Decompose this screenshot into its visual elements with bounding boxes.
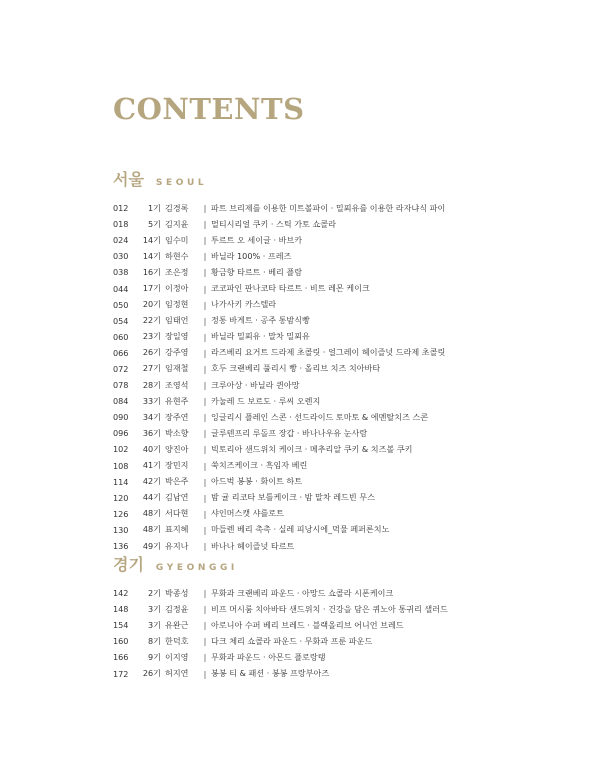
cohort-label: 1기: [148, 202, 161, 213]
cohort-label: 36기: [142, 427, 161, 438]
page-title: CONTENTS: [113, 92, 305, 126]
separator: |: [203, 524, 207, 535]
separator: |: [203, 668, 207, 679]
recipe-titles: 무화과 크랜베리 파운드 · 아망드 쇼콜라 시폰케이크: [211, 587, 394, 598]
cohort-label: 42기: [142, 476, 161, 487]
recipe-titles: 카눌레 드 보르도 · 루씨 오렌지: [211, 395, 321, 406]
toc-entry: [113, 248, 493, 264]
author-name: 유완근: [165, 619, 189, 630]
toc-entry: [113, 425, 493, 441]
page-number: 130: [113, 524, 129, 535]
separator: |: [203, 331, 207, 342]
page-number: 120: [113, 492, 129, 503]
recipe-titles: 쑥치즈케이크 · 흑임자 베린: [211, 460, 308, 471]
toc-entry: [113, 216, 493, 232]
toc-entry: [113, 665, 493, 681]
author-name: 이정아: [165, 283, 189, 294]
page-number: 072: [113, 363, 129, 374]
toc-entry: [113, 393, 493, 409]
author-name: 양진아: [165, 443, 189, 454]
toc-entry: [113, 601, 493, 617]
author-name: 조영석: [165, 379, 189, 390]
recipe-titles: 나가사키 카스텔라: [211, 299, 277, 310]
page-number: 102: [113, 444, 129, 455]
toc-list-seoul: [113, 200, 493, 554]
page-number: 172: [113, 668, 129, 679]
recipe-titles: 투르트 오 세이글 · 바브카: [211, 234, 303, 245]
page-number: 078: [113, 380, 129, 391]
toc-entry: [113, 361, 493, 377]
toc-entry: [113, 232, 493, 248]
author-name: 서다현: [165, 508, 189, 519]
separator: |: [203, 620, 207, 631]
page-number: 054: [113, 315, 129, 326]
cohort-label: 2기: [148, 587, 161, 598]
toc-entry: [113, 506, 493, 522]
separator: |: [203, 541, 207, 552]
author-name: 박소향: [165, 427, 189, 438]
toc-entry: [113, 633, 493, 649]
page-number: 012: [113, 203, 129, 214]
recipe-titles: 바닐라 100% · 프레즈: [211, 250, 292, 261]
cohort-label: 20기: [142, 299, 161, 310]
toc-entry: [113, 649, 493, 665]
toc-entry: [113, 345, 493, 361]
recipe-titles: 멀티시리얼 쿠키 · 스틱 가토 쇼콜라: [211, 218, 336, 229]
page-number: 126: [113, 508, 129, 519]
toc-entry: [113, 280, 493, 296]
author-name: 장일영: [165, 331, 189, 342]
author-name: 김정윤: [165, 603, 189, 614]
separator: |: [203, 604, 207, 615]
author-name: 임재철: [165, 363, 189, 374]
separator: |: [203, 219, 207, 230]
separator: |: [203, 267, 207, 278]
page-number: 090: [113, 412, 129, 423]
page-number: 114: [113, 476, 129, 487]
separator: |: [203, 235, 207, 246]
author-name: 임수미: [165, 234, 189, 245]
page-number: 108: [113, 460, 129, 471]
cohort-label: 17기: [142, 283, 161, 294]
recipe-titles: 라즈베리 요거트 드라제 초콜릿 · 얼그레이 헤이즐넛 드라제 초콜릿: [211, 347, 446, 358]
section-title-english: GYEONGGI: [155, 563, 238, 573]
recipe-titles: 크루아상 · 바닐라 퀸아망: [211, 379, 300, 390]
toc-entry: [113, 441, 493, 457]
author-name: 강주영: [165, 347, 189, 358]
toc-entry: [113, 522, 493, 538]
page-number: 060: [113, 331, 129, 342]
recipe-titles: 코코파인 판나코타 타르트 · 비트 레몬 케이크: [211, 283, 370, 294]
recipe-titles: 샤인머스캣 샤를로트: [211, 508, 284, 519]
cohort-label: 49기: [142, 540, 161, 551]
recipe-titles: 황금향 타르트 · 베리 플람: [211, 266, 303, 277]
author-name: 임정현: [165, 299, 189, 310]
toc-entry: [113, 313, 493, 329]
author-name: 하현수: [165, 250, 189, 261]
cohort-label: 48기: [142, 508, 161, 519]
page-number: 038: [113, 267, 129, 278]
cohort-label: 9기: [148, 651, 161, 662]
author-name: 표지혜: [165, 524, 189, 535]
cohort-label: 44기: [142, 492, 161, 503]
cohort-label: 8기: [148, 635, 161, 646]
toc-entry: [113, 200, 493, 216]
cohort-label: 14기: [142, 234, 161, 245]
author-name: 임태언: [165, 315, 189, 326]
page-number: 142: [113, 588, 129, 599]
author-name: 이지영: [165, 651, 189, 662]
page-number: 160: [113, 636, 129, 647]
cohort-label: 26기: [142, 668, 161, 679]
author-name: 김경록: [165, 202, 189, 213]
recipe-titles: 비프 머시룸 치아바타 샌드위치 · 건강을 담은 퀴노아 통귀리 샐러드: [211, 603, 448, 614]
author-name: 허지연: [165, 668, 189, 679]
separator: |: [203, 444, 207, 455]
toc-entry: [113, 377, 493, 393]
separator: |: [203, 652, 207, 663]
separator: |: [203, 588, 207, 599]
author-name: 장주연: [165, 411, 189, 422]
page-number: 166: [113, 652, 129, 663]
cohort-label: 41기: [142, 460, 161, 471]
toc-entry: [113, 329, 493, 345]
cohort-label: 16기: [142, 266, 161, 277]
toc-entry: [113, 585, 493, 601]
separator: |: [203, 363, 207, 374]
author-name: 한덕호: [165, 635, 189, 646]
author-name: 유지나: [165, 540, 189, 551]
separator: |: [203, 380, 207, 391]
separator: |: [203, 460, 207, 471]
toc-entry: [113, 409, 493, 425]
toc-entry: [113, 458, 493, 474]
toc-entry: [113, 297, 493, 313]
section-title-korean: 서울: [113, 170, 144, 189]
separator: |: [203, 251, 207, 262]
separator: |: [203, 636, 207, 647]
cohort-label: 48기: [142, 524, 161, 535]
recipe-titles: 잉글리시 플레인 스콘 · 선드라이드 토마토 & 에멘탈치즈 스콘: [211, 411, 429, 422]
author-name: 박종성: [165, 587, 189, 598]
cohort-label: 22기: [142, 315, 161, 326]
page-number: 024: [113, 235, 129, 246]
section-heading-seoul: [113, 167, 207, 190]
separator: |: [203, 492, 207, 503]
page-number: 084: [113, 396, 129, 407]
recipe-titles: 무화과 파운드 · 아몬드 플로랑탱: [211, 651, 326, 662]
recipe-titles: 밤 귤 리코타 보틀케이크 · 밤 말차 레드빈 무스: [211, 492, 375, 503]
cohort-label: 33기: [142, 395, 161, 406]
cohort-label: 26기: [142, 347, 161, 358]
page-number: 030: [113, 251, 129, 262]
recipe-titles: 바나나 헤이즐넛 타르트: [211, 540, 295, 551]
cohort-label: 3기: [148, 603, 161, 614]
recipe-titles: 정통 바게트 · 공주 통밤식빵: [211, 315, 310, 326]
recipe-titles: 파트 브리제를 이용한 미트볼파이 · 밀푀유를 이용한 라자냐식 파이: [211, 202, 446, 213]
recipe-titles: 마들렌 베리 촉촉 · 실레 피낭시에_먹물 페퍼론치노: [211, 524, 390, 535]
separator: |: [203, 203, 207, 214]
author-name: 김남연: [165, 492, 189, 503]
page-number: 148: [113, 604, 129, 615]
toc-entry: [113, 264, 493, 280]
section-title-english: SEOUL: [155, 178, 208, 188]
recipe-titles: 빅토리아 샌드위치 케이크 · 메추리알 쿠키 & 치즈볼 쿠키: [211, 443, 413, 454]
page-number: 050: [113, 299, 129, 310]
recipe-titles: 다크 체리 쇼콜라 파운드 · 무화과 프룬 파운드: [211, 635, 373, 646]
toc-entry: [113, 617, 493, 633]
separator: |: [203, 396, 207, 407]
cohort-label: 28기: [142, 379, 161, 390]
page-number: 136: [113, 541, 129, 552]
author-name: 장민지: [165, 460, 189, 471]
cohort-label: 34기: [142, 411, 161, 422]
page-number: 018: [113, 219, 129, 230]
separator: |: [203, 283, 207, 294]
separator: |: [203, 476, 207, 487]
cohort-label: 3기: [148, 619, 161, 630]
author-name: 조은정: [165, 266, 189, 277]
separator: |: [203, 428, 207, 439]
toc-entry: [113, 490, 493, 506]
cohort-label: 14기: [142, 250, 161, 261]
separator: |: [203, 299, 207, 310]
toc-list-gyeonggi: [113, 585, 493, 682]
separator: |: [203, 412, 207, 423]
cohort-label: 27기: [142, 363, 161, 374]
recipe-titles: 아로니아 수퍼 베리 브레드 · 블랙올리브 어니언 브레드: [211, 619, 404, 630]
author-name: 김지윤: [165, 218, 189, 229]
page-number: 066: [113, 347, 129, 358]
cohort-label: 23기: [142, 331, 161, 342]
separator: |: [203, 347, 207, 358]
separator: |: [203, 508, 207, 519]
recipe-titles: 아드벅 봉봉 · 화이트 하트: [211, 476, 303, 487]
author-name: 박은주: [165, 476, 189, 487]
author-name: 유현주: [165, 395, 189, 406]
cohort-label: 40기: [142, 443, 161, 454]
section-title-korean: 경기: [113, 555, 144, 574]
recipe-titles: 봉봉 티 & 패션 · 봉봉 프랑부아즈: [211, 668, 330, 679]
page-number: 044: [113, 283, 129, 294]
page-number: 096: [113, 428, 129, 439]
toc-entry: [113, 474, 493, 490]
separator: |: [203, 315, 207, 326]
page-number: 154: [113, 620, 129, 631]
section-heading-gyeonggi: [113, 552, 238, 575]
recipe-titles: 호두 크랜베리 풀리시 빵 · 올리브 치즈 치아바타: [211, 363, 381, 374]
recipe-titles: 바닐라 밀푀유 · 말차 밀푀유: [211, 331, 310, 342]
cohort-label: 5기: [148, 218, 161, 229]
recipe-titles: 글루텐프리 루돌프 장갑 · 바나나우유 눈사람: [211, 427, 368, 438]
